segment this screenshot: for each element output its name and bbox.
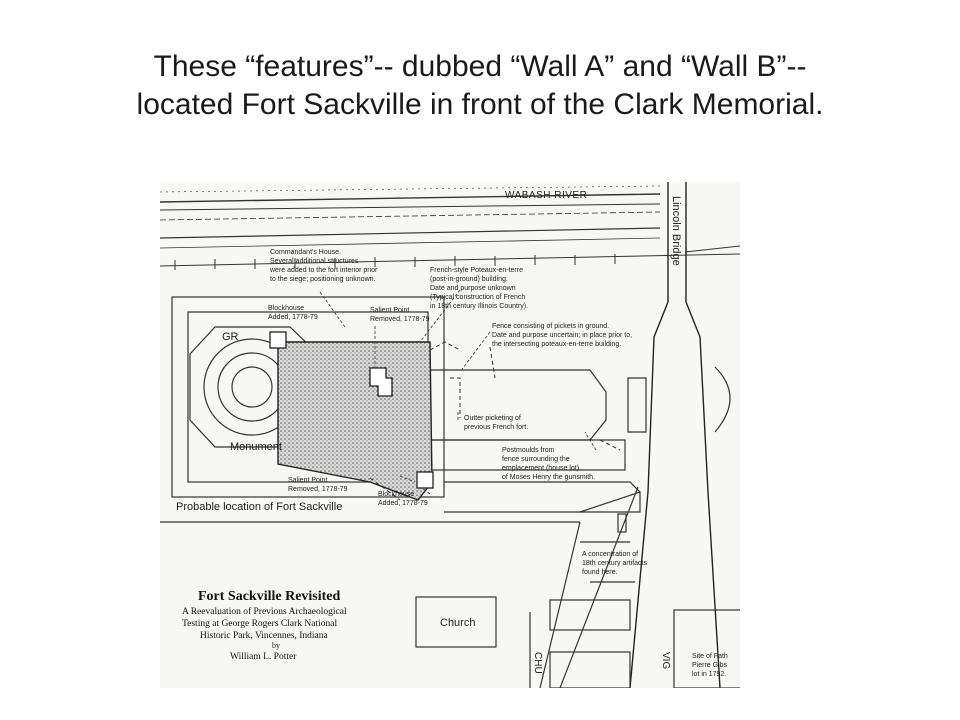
slide-title xyxy=(0,48,960,124)
report-line-2: Testing at George Rogers Clark National xyxy=(182,619,338,629)
bridge-label: Lincoln Bridge xyxy=(670,196,682,266)
postmoulds-line-1: Postmoulds from xyxy=(502,447,555,454)
fence-line-3: the intersecting poteaux-en-terre building. xyxy=(492,341,622,348)
church-label: Church xyxy=(440,617,476,629)
report-line-3: Historic Park, Vincennes, Indiana xyxy=(200,631,328,641)
blockhouse-se-line-2: Added, 1778-79 xyxy=(378,500,428,507)
postmoulds-line-4: of Moses Henry the gunsmith. xyxy=(502,474,595,481)
blockhouse-nw-line-1: Blockhouse xyxy=(268,305,305,312)
blockhouse-nw xyxy=(270,332,286,348)
commandant-line-3: were added to the fort interior prior xyxy=(270,267,378,274)
french-line-3: Date and purpose unknown xyxy=(430,285,516,292)
street-chu-label: CHU xyxy=(532,652,543,674)
french-line-4: (Typical construction of French xyxy=(430,294,526,301)
commandant-line-4: to the siege; positioning unknown. xyxy=(270,276,376,283)
postmoulds-line-3: emplacement (house lot) xyxy=(502,465,580,472)
french-line-2: (post-in-ground) building. xyxy=(430,276,508,283)
artifacts-line-3: found here. xyxy=(582,569,618,576)
blockhouse-se-line-1: Blockhouse xyxy=(378,491,415,498)
postmoulds-line-2: fence surrounding the xyxy=(502,456,570,463)
site-line-3: lot in 1792. xyxy=(692,671,727,678)
outer-picketing-line-1: Outter picketing of xyxy=(464,415,521,422)
title-line-1: These “features”-- dubbed “Wall A” and “Wall B”-- xyxy=(153,50,807,83)
probable-location-label: Probable location of Fort Sackville xyxy=(176,501,343,513)
report-title: Fort Sackville Revisited xyxy=(198,589,341,604)
salient-south-line-2: Removed, 1778-79 xyxy=(288,486,348,493)
report-line-1: A Reevaluation of Previous Archaeological xyxy=(182,607,347,617)
river-label: WABASH RIVER xyxy=(505,190,588,201)
outer-picketing-line-2: previous French fort. xyxy=(464,424,529,431)
monument-label: Monument xyxy=(230,441,282,453)
report-author: William L. Potter xyxy=(230,652,297,662)
fence-line-1: Fence consisting of pickets in ground. xyxy=(492,323,610,330)
salient-north-line-2: Removed, 1778-79 xyxy=(370,316,430,323)
fort-sackville-map xyxy=(160,182,740,688)
street-vig-label: VIG xyxy=(660,652,671,670)
site-line-1: Site of Fath xyxy=(692,653,728,660)
fence-line-2: Date and purpose uncertain; in place prior to, xyxy=(492,332,633,339)
site-line-2: Pierre Gibs xyxy=(692,662,728,669)
salient-south-line-1: Salient Point xyxy=(288,477,328,484)
title-line-2: located Fort Sackville in front of the Clark Memorial. xyxy=(136,88,824,121)
report-by: by xyxy=(272,641,280,650)
french-line-5: in 18th century Illinois Country). xyxy=(430,303,529,310)
salient-north-line-1: Salient Point xyxy=(370,307,410,314)
commandant-line-2: Several additional structures xyxy=(270,258,359,265)
blockhouse-se xyxy=(417,472,433,488)
french-line-1: French-style Poteaux-en-terre xyxy=(430,267,523,274)
blockhouse-nw-line-2: Added, 1778-79 xyxy=(268,314,318,321)
artifacts-line-2: 18th century artifacts xyxy=(582,560,647,567)
commandant-line-1: Commandant's House. xyxy=(270,249,341,256)
artifacts-line-1: A concentration of xyxy=(582,551,639,558)
gr-label: GR xyxy=(222,331,239,343)
